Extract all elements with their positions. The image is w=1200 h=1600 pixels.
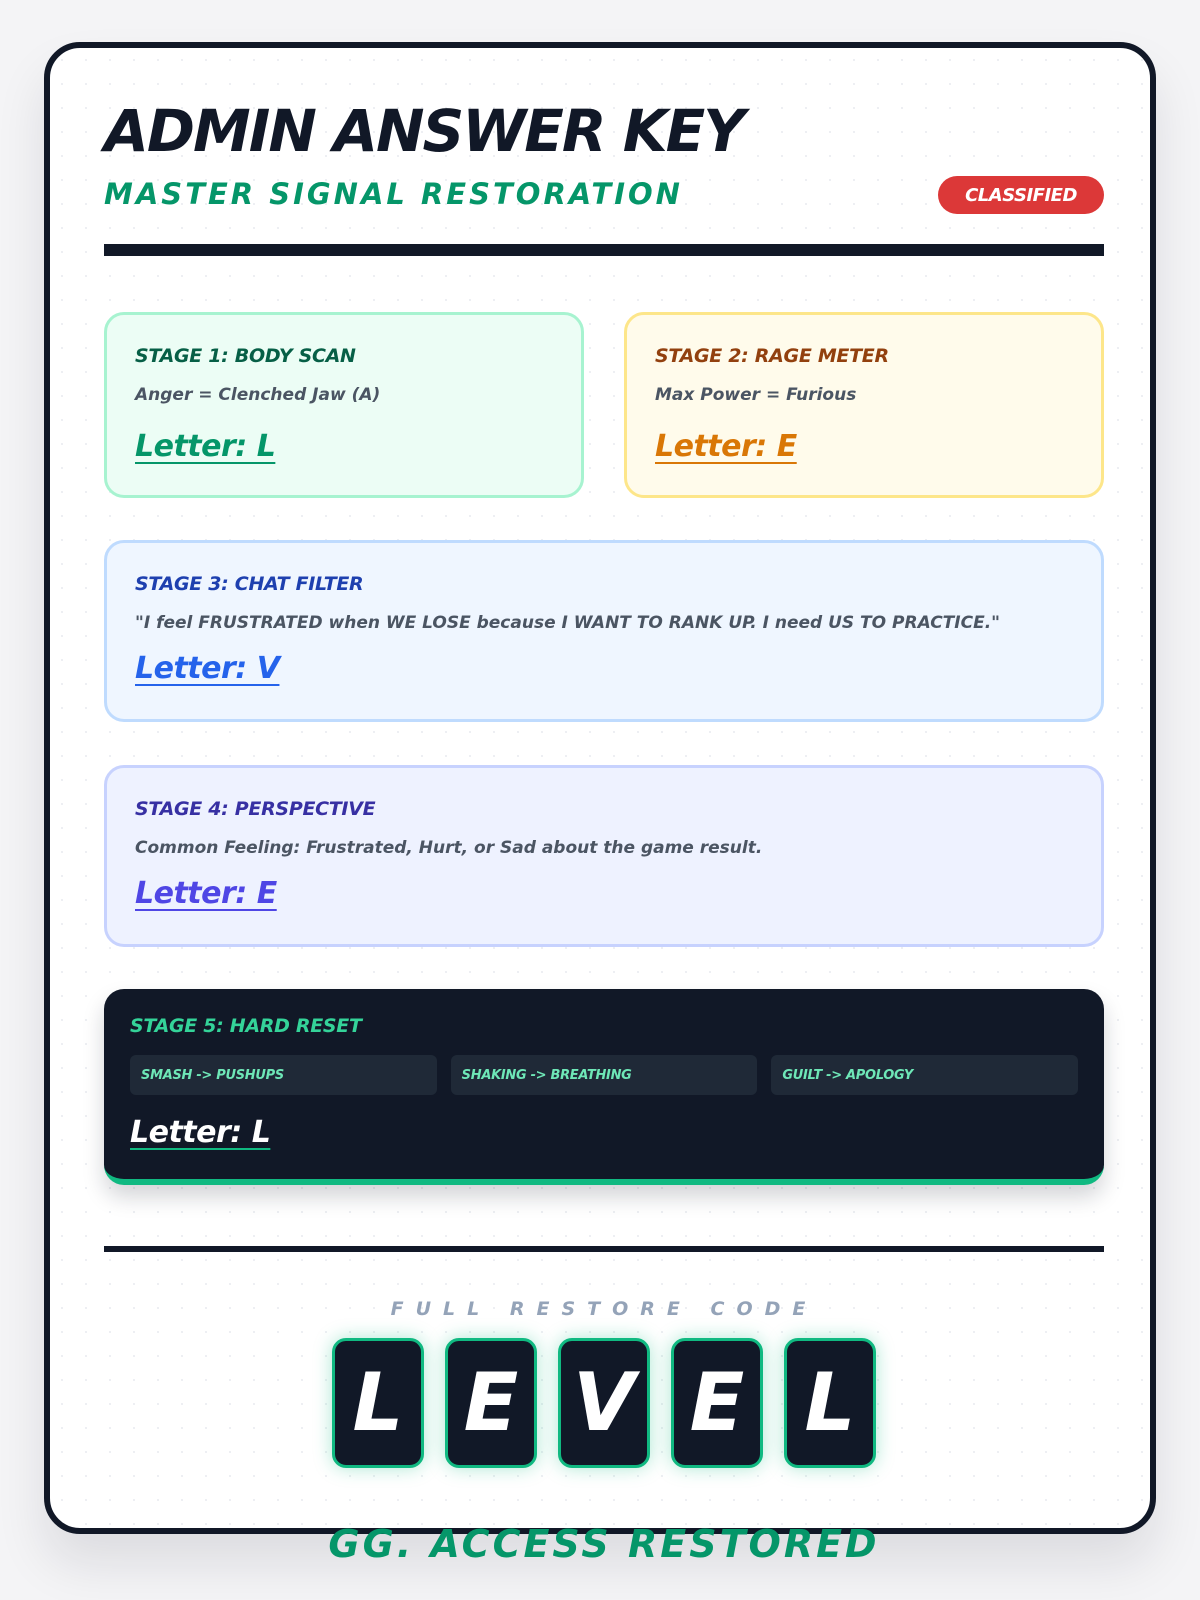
footer-divider bbox=[104, 1246, 1104, 1252]
stage-3-letter: Letter: V bbox=[135, 651, 280, 686]
stage-5-title: STAGE 5: HARD RESET bbox=[130, 1015, 362, 1037]
stage-4-card bbox=[104, 765, 1104, 947]
classified-badge: CLASSIFIED bbox=[938, 176, 1104, 214]
stage-2-letter: Letter: E bbox=[655, 429, 797, 464]
reset-swaps bbox=[130, 1055, 1078, 1095]
stage-5-card bbox=[104, 989, 1104, 1185]
stage-2-description: Max Power = Furious bbox=[655, 385, 857, 405]
header-divider bbox=[104, 244, 1104, 256]
stage-2-card bbox=[624, 312, 1104, 498]
stage-1-card bbox=[104, 312, 584, 498]
restore-code-tiles bbox=[104, 1338, 1104, 1468]
access-restored-text: GG. ACCESS RESTORED bbox=[328, 1522, 880, 1566]
stage-3-title: STAGE 3: CHAT FILTER bbox=[135, 573, 364, 595]
swap-chip: SMASH -> PUSHUPS bbox=[130, 1055, 437, 1095]
stage-4-description: Common Feeling: Frustrated, Hurt, or Sad about the game result. bbox=[135, 838, 763, 858]
answer-key-card bbox=[44, 42, 1156, 1566]
stage-1-letter: Letter: L bbox=[135, 429, 276, 464]
swap-chip: GUILT -> APOLOGY bbox=[771, 1055, 1078, 1095]
stage-1-description: Anger = Clenched Jaw (A) bbox=[135, 385, 381, 405]
stage-3-description: "I feel FRUSTRATED when WE LOSE because I WANT TO RANK UP. I need US TO PRACTICE." bbox=[135, 613, 1001, 633]
stage-1-title: STAGE 1: BODY SCAN bbox=[135, 345, 356, 367]
page-title: ADMIN ANSWER KEY bbox=[104, 97, 744, 165]
code-letter-tile: E bbox=[671, 1338, 763, 1468]
stage-4-title: STAGE 4: PERSPECTIVE bbox=[135, 798, 376, 820]
stage-5-letter: Letter: L bbox=[130, 1115, 271, 1150]
code-letter-tile: V bbox=[558, 1338, 650, 1468]
stage-3-card bbox=[104, 540, 1104, 722]
stage-4-letter: Letter: E bbox=[135, 876, 277, 911]
page-subtitle: MASTER SIGNAL RESTORATION bbox=[104, 177, 683, 211]
code-letter-tile: L bbox=[784, 1338, 876, 1468]
restore-code-label: FULL RESTORE CODE bbox=[390, 1298, 818, 1320]
code-letter-tile: E bbox=[445, 1338, 537, 1468]
code-letter-tile: L bbox=[332, 1338, 424, 1468]
swap-chip: SHAKING -> BREATHING bbox=[451, 1055, 758, 1095]
stage-2-title: STAGE 2: RAGE METER bbox=[655, 345, 889, 367]
